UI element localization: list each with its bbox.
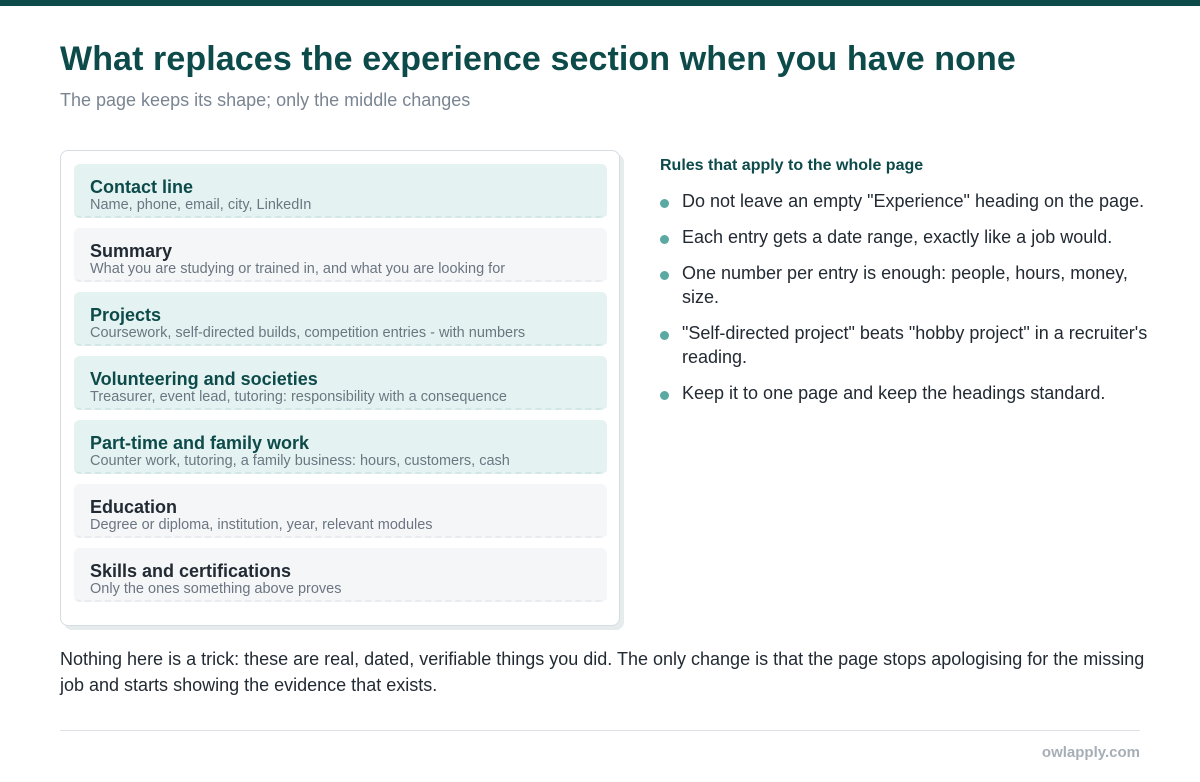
closing-paragraph: Nothing here is a trick: these are real, dated, verifiable things you did. The only change is that the page stops apologising for the missing job and starts showing the evidence that exists.: [60, 649, 1145, 695]
rule-item: [660, 225, 1150, 249]
resume-section-volunteering: [74, 356, 607, 410]
section-title: Education: [90, 497, 178, 517]
rule-item: [660, 321, 1150, 369]
section-title: Volunteering and societies: [90, 369, 318, 389]
rule-text: Keep it to one page and keep the headings standard.: [682, 383, 1106, 403]
section-description: Coursework, self-directed builds, competition entries - with numbers: [90, 325, 526, 341]
footer-divider: [60, 730, 1140, 731]
brand-footer: owlapply.com: [1041, 744, 1140, 761]
resume-section-skills: [74, 548, 607, 602]
section-title: Projects: [90, 305, 162, 325]
resume-outline-card: [60, 150, 620, 626]
rules-heading: Rules that apply to the whole page: [660, 157, 924, 174]
bullet-dot-icon: [660, 331, 669, 340]
page-title: What replaces the experience section when you have none: [60, 40, 1016, 78]
section-description: Counter work, tutoring, a family business: hours, customers, cash: [90, 453, 510, 469]
rule-text: One number per entry is enough: people, hours, money, size.: [682, 263, 1128, 307]
page-subtitle: The page keeps its shape; only the middle changes: [60, 90, 471, 110]
section-description: Treasurer, event lead, tutoring: responsibility with a consequence: [90, 389, 507, 405]
section-title: Summary: [90, 241, 173, 261]
bullet-dot-icon: [660, 271, 669, 280]
rule-text: Do not leave an empty "Experience" heading on the page.: [682, 191, 1145, 211]
resume-section-summary: [74, 228, 607, 282]
section-title: Part-time and family work: [90, 433, 310, 453]
rule-item: [660, 381, 1150, 405]
resume-section-education: [74, 484, 607, 538]
rule-item: [660, 189, 1150, 213]
section-description: Only the ones something above proves: [90, 581, 342, 597]
rule-text: Each entry gets a date range, exactly like a job would.: [682, 227, 1113, 247]
section-description: Degree or diploma, institution, year, relevant modules: [90, 517, 433, 533]
rules-panel: [660, 157, 1150, 417]
section-title: Skills and certifications: [90, 561, 292, 581]
resume-section-projects: [74, 292, 607, 346]
top-accent-bar: [0, 0, 1200, 6]
section-description: What you are studying or trained in, and what you are looking for: [90, 261, 506, 277]
resume-section-part-time: [74, 420, 607, 474]
rule-item: [660, 261, 1150, 309]
section-title: Contact line: [90, 177, 194, 197]
rule-text: "Self-directed project" beats "hobby project" in a recruiter's reading.: [682, 323, 1148, 367]
bullet-dot-icon: [660, 199, 669, 208]
bullet-dot-icon: [660, 391, 669, 400]
section-description: Name, phone, email, city, LinkedIn: [90, 197, 312, 213]
bullet-dot-icon: [660, 235, 669, 244]
resume-section-contact: [74, 164, 607, 218]
